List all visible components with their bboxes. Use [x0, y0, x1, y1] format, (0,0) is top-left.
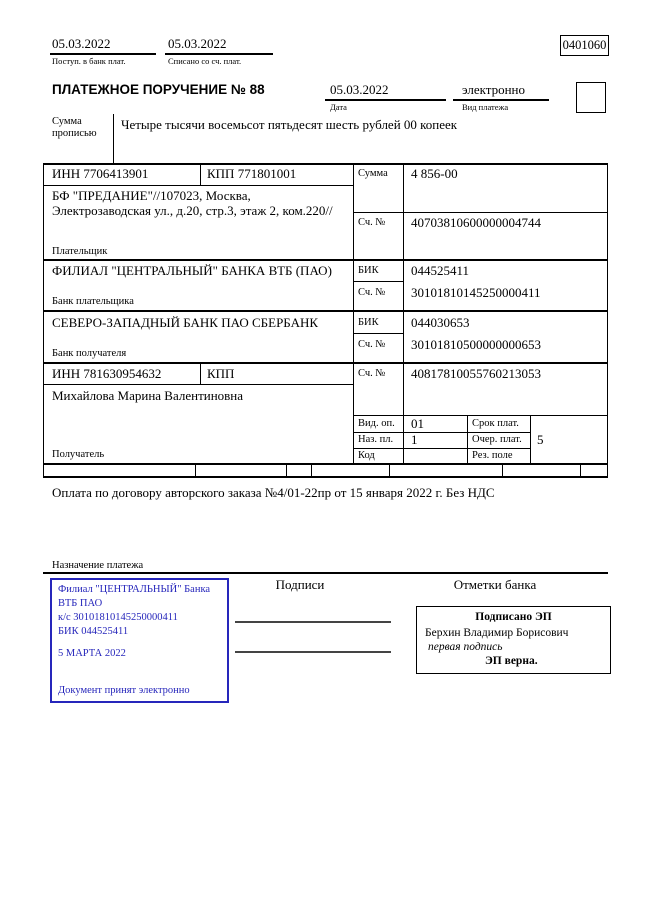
payee-kpp-label: КПП: [207, 366, 235, 381]
divider-line: [453, 99, 549, 101]
payer-bank-account-label: Сч. №: [358, 287, 386, 298]
payee-bank-account: 30101810500000000653: [411, 337, 541, 352]
payer-account: 40703810600000004744: [411, 215, 541, 230]
payer-label: Плательщик: [52, 246, 108, 257]
payee-label: Получатель: [52, 449, 105, 460]
purpose-code-value: 1: [411, 432, 418, 447]
payee-bank-label: Банк получателя: [52, 348, 127, 359]
grid-line: [311, 463, 312, 477]
payee-bank-account-label: Сч. №: [358, 339, 386, 350]
payment-term-label: Срок плат.: [472, 418, 519, 429]
divider-line: [165, 53, 273, 55]
grid-line: [580, 463, 581, 477]
payer-inn: ИНН 7706413901: [52, 166, 149, 181]
ep-verdict: ЭП верна.: [485, 655, 538, 667]
grid-line: [200, 163, 201, 185]
grid-line: [43, 310, 608, 312]
form-code-box: 0401060: [560, 35, 609, 56]
sum-label: Сумма: [358, 168, 388, 179]
grid-line: [403, 163, 404, 463]
payer-bank-bik-label: БИК: [358, 265, 379, 276]
grid-line: [353, 212, 608, 213]
grid-line: [195, 463, 196, 477]
sum-value: 4 856-00: [411, 166, 458, 181]
grid-line: [113, 114, 114, 163]
signature-line: [235, 621, 391, 623]
grid-line: [43, 163, 608, 165]
grid-line: [353, 163, 354, 463]
payee-inn: ИНН 781630954632: [52, 366, 162, 381]
grid-line: [43, 163, 44, 477]
payer-kpp: КПП 771801001: [207, 166, 297, 181]
grid-line: [43, 362, 608, 364]
payer-bank-label: Банк плательщика: [52, 296, 134, 307]
ep-signature-note: первая подпись: [428, 641, 503, 653]
stamp-note: Документ принят электронно: [58, 685, 190, 696]
payment-purpose-label: Назначение платежа: [52, 560, 144, 571]
payer-bank-account: 30101810145250000411: [411, 285, 541, 300]
amount-words-label: Сумма прописью: [52, 116, 97, 140]
payment-kind-label: Вид платежа: [462, 102, 509, 112]
grid-line: [43, 185, 353, 186]
ep-title: Подписано ЭП: [475, 611, 552, 623]
op-type-value: 01: [411, 416, 424, 431]
grid-line: [467, 415, 468, 463]
payment-kind-value: электронно: [462, 82, 526, 97]
document-title: ПЛАТЕЖНОЕ ПОРУЧЕНИЕ № 88: [52, 82, 265, 97]
grid-line: [43, 476, 608, 478]
code-label: Код: [358, 450, 375, 461]
payee-name: Михайлова Марина Валентиновна: [52, 388, 244, 403]
reserve-field-label: Рез. поле: [472, 450, 513, 461]
op-type-label: Вид. оп.: [358, 418, 395, 429]
grid-line: [353, 333, 404, 334]
grid-line: [353, 281, 404, 282]
document-date: 05.03.2022: [330, 82, 389, 97]
payer-bank-name: ФИЛИАЛ "ЦЕНТРАЛЬНЫЙ" БАНКА ВТБ (ПАО): [52, 263, 332, 278]
amount-words-value: Четыре тысячи восемьсот пятьдесят шесть рублей 00 копеек: [121, 117, 458, 132]
grid-line: [530, 415, 531, 463]
divider-line: [50, 53, 156, 55]
payee-bank-bik: 044030653: [411, 315, 470, 330]
status-box: [576, 82, 606, 113]
grid-line: [286, 463, 287, 477]
grid-line: [353, 415, 608, 416]
grid-line: [502, 463, 503, 477]
debited-from-account-date: 05.03.2022: [168, 36, 227, 51]
divider-line: [325, 99, 446, 101]
grid-line: [43, 463, 608, 465]
ep-signer-name: Берхин Владимир Борисович: [425, 627, 569, 639]
payment-purpose-text: Оплата по договору авторского заказа №4/01-22пр от 15 января 2022 г. Без НДС: [52, 485, 495, 500]
stamp-line: БИК 044525411: [58, 626, 129, 637]
payee-bank-name: СЕВЕРО-ЗАПАДНЫЙ БАНК ПАО СБЕРБАНК: [52, 315, 319, 330]
payee-bank-bik-label: БИК: [358, 317, 379, 328]
grid-line: [353, 448, 531, 449]
received-in-bank-date: 05.03.2022: [52, 36, 111, 51]
purpose-code-label: Наз. пл.: [358, 434, 394, 445]
stamp-line: Филиал "ЦЕНТРАЛЬНЫЙ" Банка: [58, 584, 211, 595]
grid-line: [389, 463, 390, 477]
received-in-bank-label: Поступ. в банк плат.: [52, 56, 126, 66]
payee-account: 40817810055760213053: [411, 366, 541, 381]
bank-marks-label: Отметки банка: [453, 577, 537, 592]
electronic-signature-box: [416, 606, 611, 674]
grid-line: [353, 432, 531, 433]
signature-line: [235, 651, 391, 653]
payee-account-label: Сч. №: [358, 368, 386, 379]
grid-line: [607, 163, 608, 477]
payment-order-label: Очер. плат.: [472, 434, 522, 445]
stamp-line: ВТБ ПАО: [58, 598, 103, 609]
grid-line: [200, 362, 201, 384]
payer-name: БФ "ПРЕДАНИЕ"//107023, Москва, Электрозаводская ул., д.20, стр.3, этаж 2, ком.220//: [52, 188, 333, 219]
grid-line: [43, 572, 608, 574]
grid-line: [43, 259, 608, 261]
grid-line: [43, 384, 353, 385]
payer-bank-bik: 044525411: [411, 263, 470, 278]
stamp-date: 5 МАРТА 2022: [58, 648, 126, 659]
payer-account-label: Сч. №: [358, 217, 386, 228]
date-label: Дата: [330, 102, 347, 112]
debited-from-account-label: Списано со сч. плат.: [168, 56, 242, 66]
bank-stamp: [50, 578, 229, 703]
signatures-label: Подписи: [275, 577, 325, 592]
payment-order-value: 5: [537, 432, 544, 447]
stamp-line: к/с 30101810145250000411: [58, 612, 178, 623]
